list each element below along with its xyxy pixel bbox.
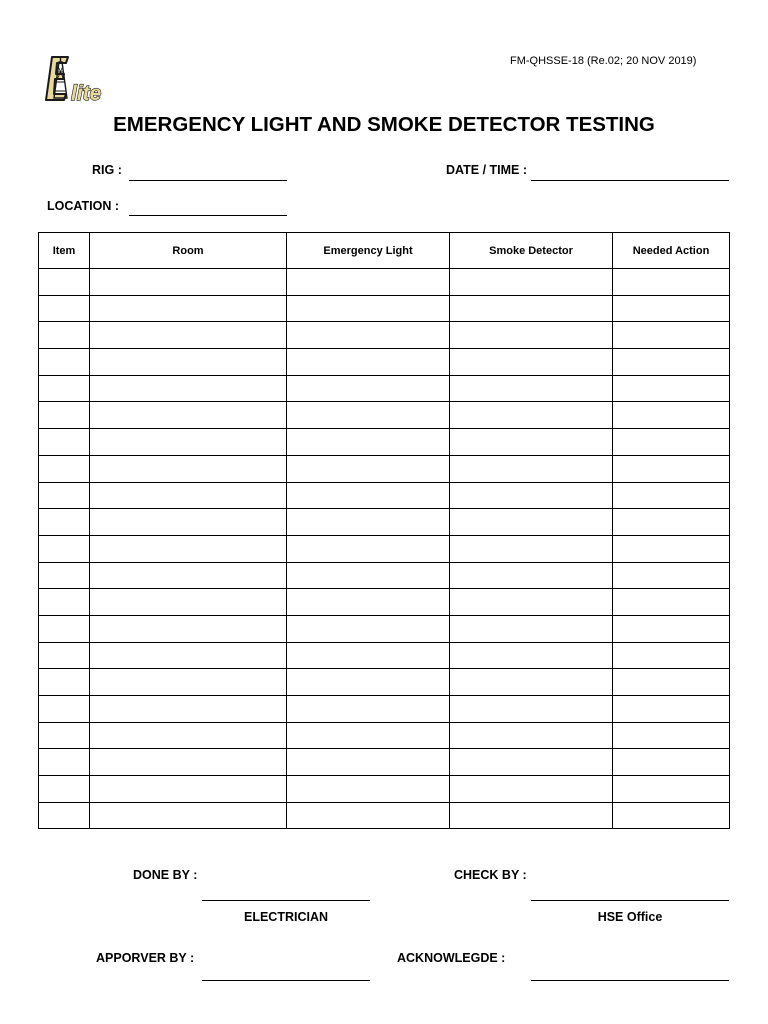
smoke-detector-cell[interactable] (450, 776, 613, 803)
emergency-light-cell[interactable] (287, 535, 450, 562)
needed-action-cell[interactable] (613, 402, 730, 429)
item-cell[interactable] (39, 455, 90, 482)
emergency-light-cell[interactable] (287, 455, 450, 482)
col-header-needed-action: Needed Action (613, 233, 730, 269)
emergency-light-cell[interactable] (287, 589, 450, 616)
room-cell[interactable] (90, 455, 287, 482)
location-label: LOCATION : (47, 199, 119, 213)
needed-action-cell[interactable] (613, 482, 730, 509)
needed-action-cell[interactable] (613, 429, 730, 456)
room-cell[interactable] (90, 322, 287, 349)
done-by-signature-line[interactable] (202, 900, 370, 901)
done-by-label: DONE BY : (133, 868, 198, 882)
room-cell[interactable] (90, 429, 287, 456)
needed-action-cell[interactable] (613, 322, 730, 349)
table-row (39, 455, 730, 482)
col-header-smoke-detector: Smoke Detector (450, 233, 613, 269)
emergency-light-cell[interactable] (287, 722, 450, 749)
check-by-role: HSE Office (597, 910, 663, 924)
col-header-room: Room (90, 233, 287, 269)
smoke-detector-cell[interactable] (450, 749, 613, 776)
check-by-signature-line[interactable] (531, 900, 729, 901)
needed-action-cell[interactable] (613, 349, 730, 376)
room-cell[interactable] (90, 482, 287, 509)
table-row (39, 482, 730, 509)
table-row (39, 776, 730, 803)
table-row (39, 615, 730, 642)
room-cell[interactable] (90, 402, 287, 429)
needed-action-cell[interactable] (613, 562, 730, 589)
testing-table (38, 232, 730, 829)
table-row (39, 322, 730, 349)
room-cell[interactable] (90, 375, 287, 402)
room-cell[interactable] (90, 562, 287, 589)
room-cell[interactable] (90, 642, 287, 669)
smoke-detector-cell[interactable] (450, 402, 613, 429)
item-cell[interactable] (39, 269, 90, 296)
smoke-detector-cell[interactable] (450, 375, 613, 402)
smoke-detector-cell[interactable] (450, 455, 613, 482)
item-cell[interactable] (39, 562, 90, 589)
item-cell[interactable] (39, 642, 90, 669)
acknowledge-signature-line[interactable] (531, 980, 729, 981)
needed-action-cell[interactable] (613, 269, 730, 296)
emergency-light-cell[interactable] (287, 482, 450, 509)
item-cell[interactable] (39, 802, 90, 829)
table-body (39, 269, 730, 829)
room-cell[interactable] (90, 295, 287, 322)
room-cell[interactable] (90, 615, 287, 642)
emergency-light-cell[interactable] (287, 375, 450, 402)
date-time-label: DATE / TIME : (446, 163, 528, 177)
emergency-light-cell[interactable] (287, 349, 450, 376)
smoke-detector-cell[interactable] (450, 722, 613, 749)
emergency-light-cell[interactable] (287, 615, 450, 642)
item-cell[interactable] (39, 482, 90, 509)
table-row (39, 429, 730, 456)
needed-action-cell[interactable] (613, 696, 730, 723)
item-cell[interactable] (39, 349, 90, 376)
table-row (39, 802, 730, 829)
needed-action-cell[interactable] (613, 535, 730, 562)
smoke-detector-cell[interactable] (450, 429, 613, 456)
needed-action-cell[interactable] (613, 669, 730, 696)
room-cell[interactable] (90, 349, 287, 376)
done-by-role: ELECTRICIAN (243, 910, 329, 924)
emergency-light-cell[interactable] (287, 295, 450, 322)
smoke-detector-cell[interactable] (450, 322, 613, 349)
smoke-detector-cell[interactable] (450, 802, 613, 829)
table-row (39, 669, 730, 696)
smoke-detector-cell[interactable] (450, 535, 613, 562)
item-cell[interactable] (39, 589, 90, 616)
item-cell[interactable] (39, 375, 90, 402)
date-time-field[interactable] (531, 180, 729, 181)
smoke-detector-cell[interactable] (450, 295, 613, 322)
item-cell[interactable] (39, 776, 90, 803)
table-row (39, 295, 730, 322)
table-row (39, 589, 730, 616)
location-field[interactable] (129, 215, 287, 216)
emergency-light-cell[interactable] (287, 642, 450, 669)
room-cell[interactable] (90, 535, 287, 562)
needed-action-cell[interactable] (613, 642, 730, 669)
room-cell[interactable] (90, 509, 287, 536)
emergency-light-cell[interactable] (287, 509, 450, 536)
needed-action-cell[interactable] (613, 749, 730, 776)
needed-action-cell[interactable] (613, 776, 730, 803)
room-cell[interactable] (90, 669, 287, 696)
emergency-light-cell[interactable] (287, 749, 450, 776)
table-row (39, 722, 730, 749)
emergency-light-cell[interactable] (287, 429, 450, 456)
room-cell[interactable] (90, 802, 287, 829)
item-cell[interactable] (39, 749, 90, 776)
emergency-light-cell[interactable] (287, 776, 450, 803)
rig-label: RIG : (92, 163, 122, 177)
needed-action-cell[interactable] (613, 589, 730, 616)
item-cell[interactable] (39, 696, 90, 723)
table-row (39, 402, 730, 429)
table-header-row (39, 233, 730, 269)
room-cell[interactable] (90, 722, 287, 749)
item-cell[interactable] (39, 509, 90, 536)
company-logo (42, 54, 126, 106)
room-cell[interactable] (90, 749, 287, 776)
emergency-light-cell[interactable] (287, 802, 450, 829)
smoke-detector-cell[interactable] (450, 589, 613, 616)
table-row (39, 749, 730, 776)
item-cell[interactable] (39, 429, 90, 456)
smoke-detector-cell[interactable] (450, 562, 613, 589)
item-cell[interactable] (39, 402, 90, 429)
needed-action-cell[interactable] (613, 455, 730, 482)
emergency-light-cell[interactable] (287, 322, 450, 349)
emergency-light-cell[interactable] (287, 669, 450, 696)
room-cell[interactable] (90, 269, 287, 296)
table-row (39, 349, 730, 376)
emergency-light-cell[interactable] (287, 269, 450, 296)
smoke-detector-cell[interactable] (450, 642, 613, 669)
table-row (39, 696, 730, 723)
smoke-detector-cell[interactable] (450, 615, 613, 642)
table-row (39, 269, 730, 296)
col-header-emergency-light: Emergency Light (287, 233, 450, 269)
emergency-light-cell[interactable] (287, 402, 450, 429)
form-code: FM-QHSSE-18 (Re.02; 20 NOV 2019) (510, 55, 697, 67)
needed-action-cell[interactable] (613, 722, 730, 749)
needed-action-cell[interactable] (613, 295, 730, 322)
rig-field[interactable] (129, 180, 287, 181)
smoke-detector-cell[interactable] (450, 696, 613, 723)
acknowledge-label: ACKNOWLEGDE : (397, 951, 506, 965)
check-by-label: CHECK BY : (454, 868, 527, 882)
room-cell[interactable] (90, 776, 287, 803)
smoke-detector-cell[interactable] (450, 269, 613, 296)
smoke-detector-cell[interactable] (450, 669, 613, 696)
emergency-light-cell[interactable] (287, 696, 450, 723)
item-cell[interactable] (39, 722, 90, 749)
col-header-item: Item (39, 233, 90, 269)
table-row (39, 375, 730, 402)
room-cell[interactable] (90, 696, 287, 723)
approver-signature-line[interactable] (202, 980, 370, 981)
page-title: EMERGENCY LIGHT AND SMOKE DETECTOR TESTING (113, 113, 655, 136)
item-cell[interactable] (39, 669, 90, 696)
smoke-detector-cell[interactable] (450, 349, 613, 376)
needed-action-cell[interactable] (613, 375, 730, 402)
table-row (39, 642, 730, 669)
table-row (39, 562, 730, 589)
logo-wordmark: lite (71, 82, 102, 105)
needed-action-cell[interactable] (613, 615, 730, 642)
item-cell[interactable] (39, 295, 90, 322)
smoke-detector-cell[interactable] (450, 482, 613, 509)
item-cell[interactable] (39, 615, 90, 642)
table-row (39, 535, 730, 562)
room-cell[interactable] (90, 589, 287, 616)
emergency-light-cell[interactable] (287, 562, 450, 589)
smoke-detector-cell[interactable] (450, 509, 613, 536)
item-cell[interactable] (39, 322, 90, 349)
approver-label: APPORVER BY : (96, 951, 195, 965)
item-cell[interactable] (39, 535, 90, 562)
table-row (39, 509, 730, 536)
needed-action-cell[interactable] (613, 802, 730, 829)
needed-action-cell[interactable] (613, 509, 730, 536)
